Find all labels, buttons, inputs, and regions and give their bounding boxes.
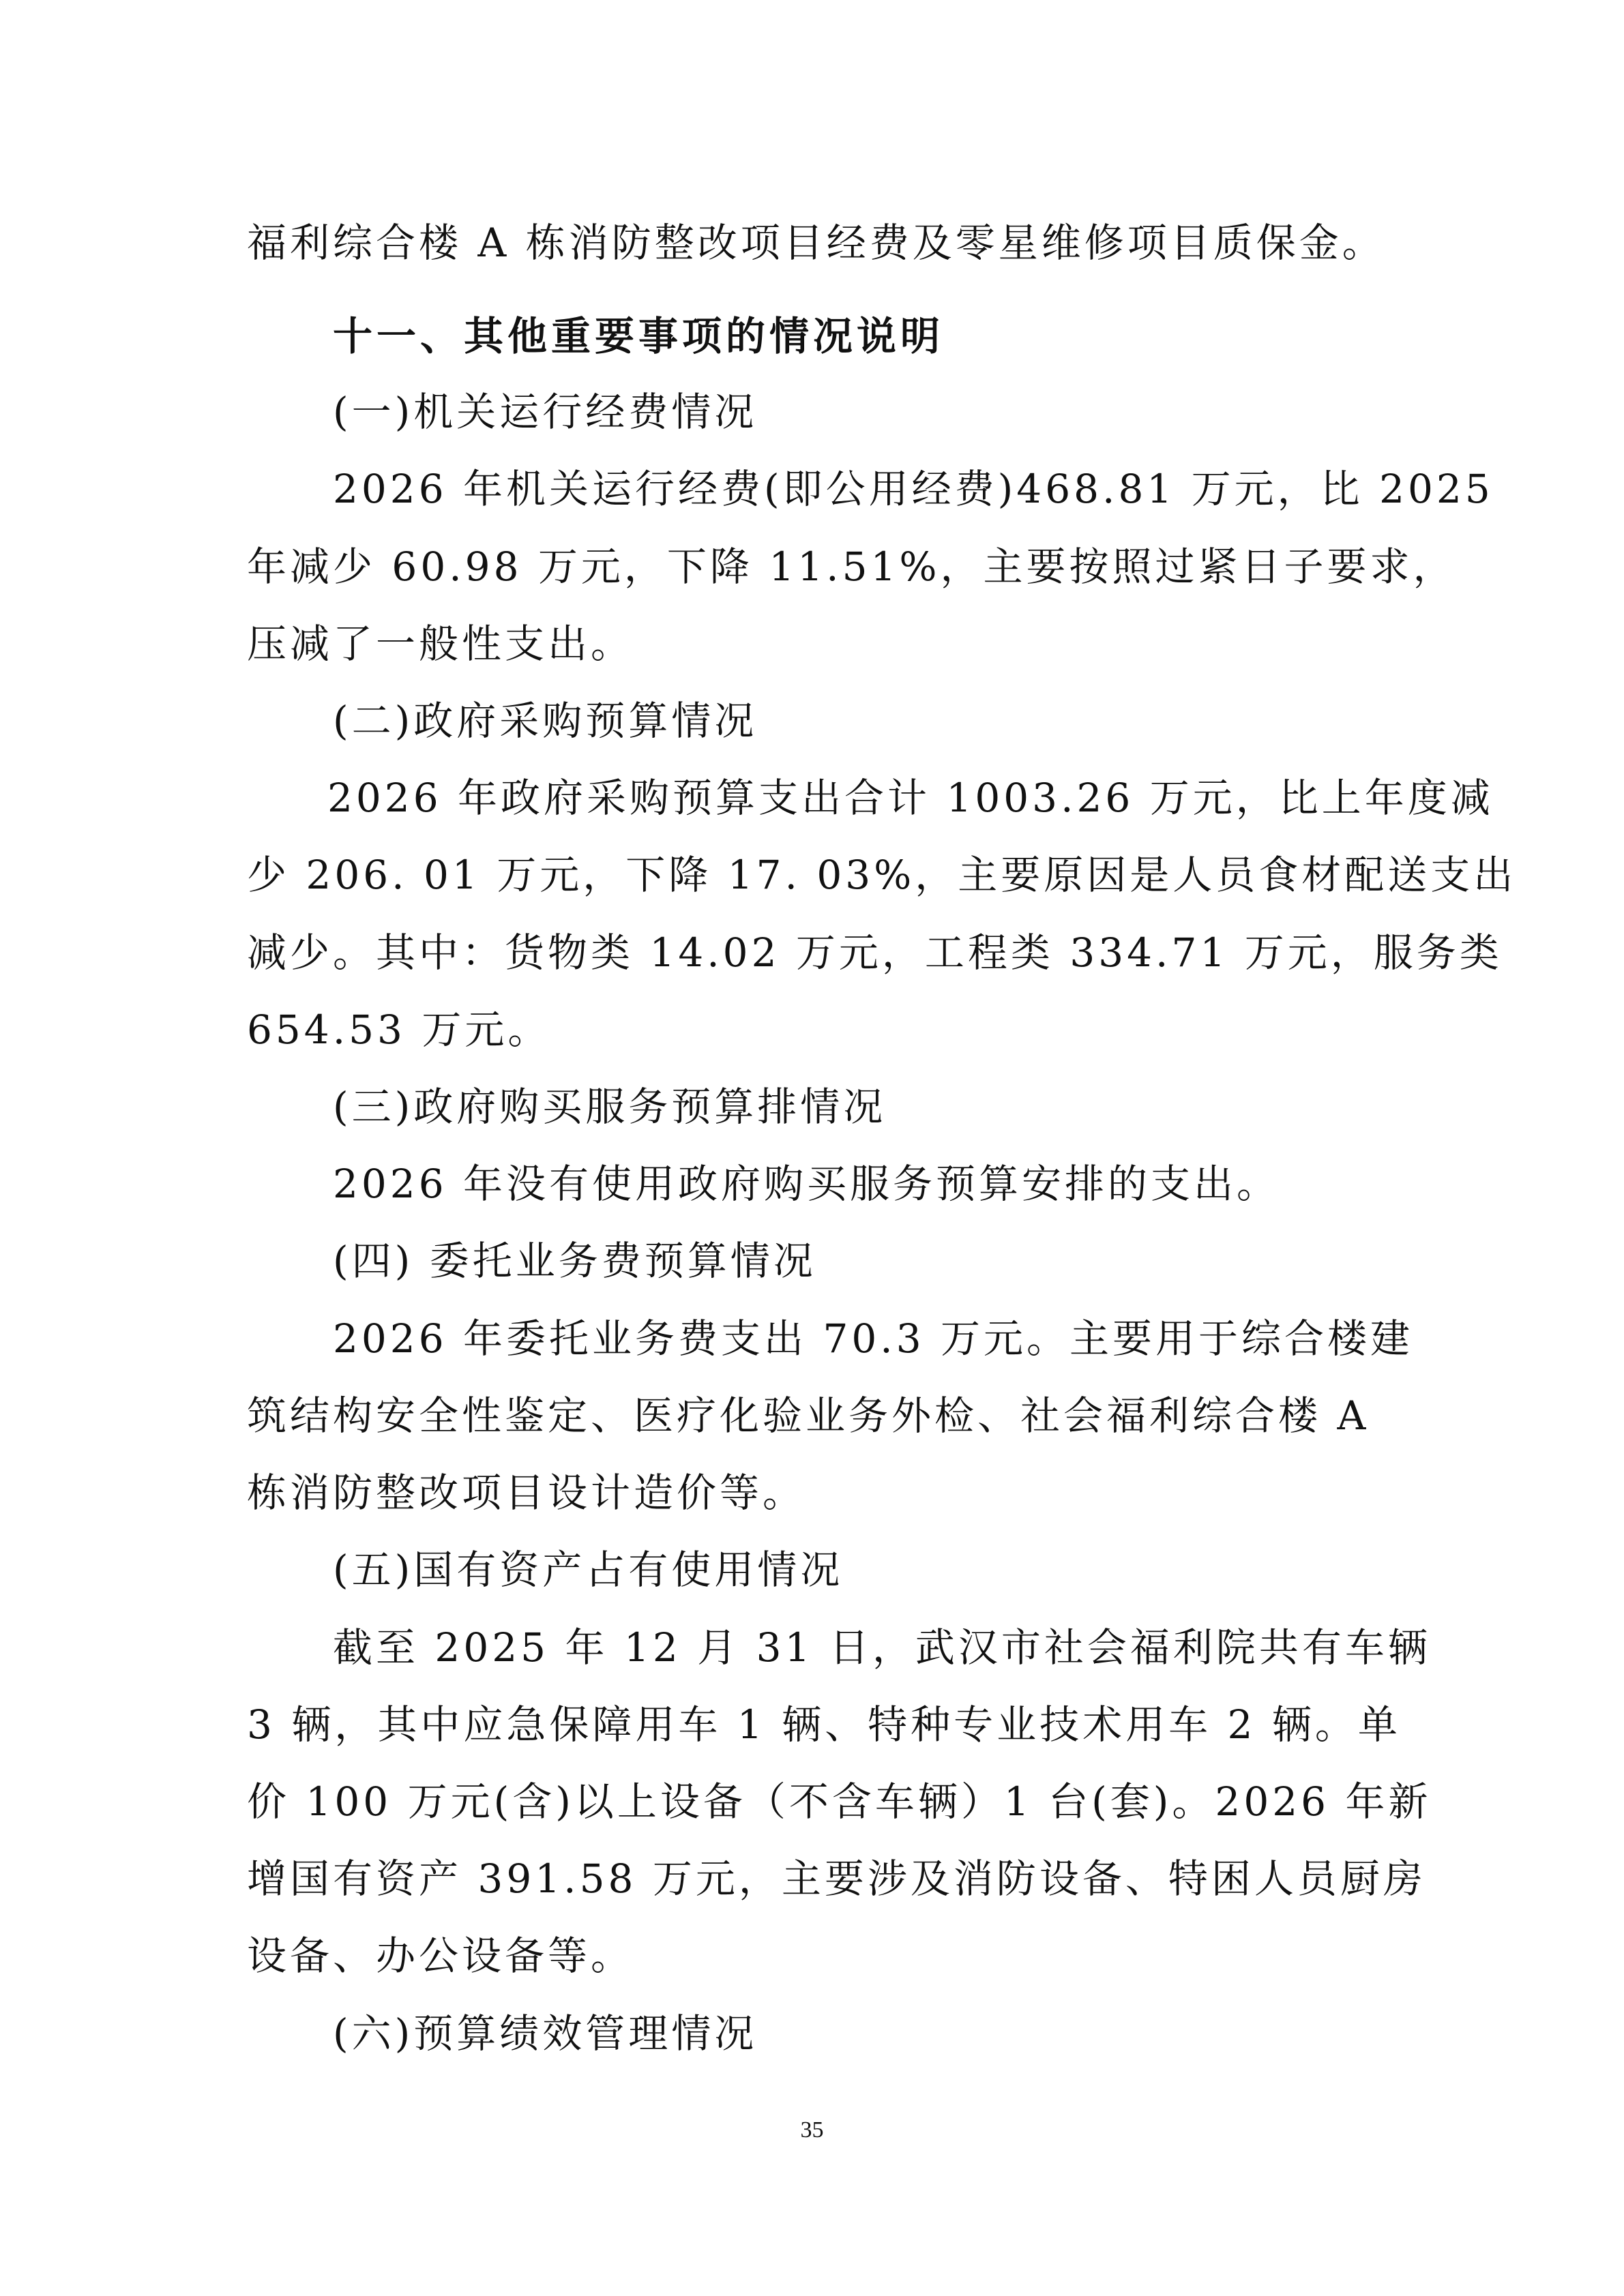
subheading-performance-management: (六)预算绩效管理情况	[333, 2010, 758, 2057]
paragraph-line: 压减了一般性支出。	[247, 621, 634, 667]
paragraph-line: 截至 2025 年 12 月 31 日，武汉市社会福利院共有车辆	[333, 1624, 1431, 1671]
paragraph-line: 654.53 万元。	[247, 1007, 551, 1053]
paragraph-line: 2026 年委托业务费支出 70.3 万元。主要用于综合楼建	[333, 1315, 1414, 1362]
paragraph-line-continuation: 福利综合楼 A 栋消防整改项目经费及零星维修项目质保金。	[247, 220, 1385, 266]
section-heading-eleven: 十一、其他重要事项的情况说明	[333, 313, 945, 359]
paragraph-line: 筑结构安全性鉴定、医疗化验业务外检、社会福利综合楼 A	[247, 1392, 1370, 1439]
paragraph-line: 增国有资产 391.58 万元，主要涉及消防设备、特困人员厨房	[247, 1855, 1426, 1902]
page-number: 35	[800, 2117, 824, 2143]
subheading-office-funds: (一)机关运行经费情况	[333, 389, 758, 435]
subheading-commissioned-business: (四) 委托业务费预算情况	[333, 1238, 816, 1284]
paragraph-line: 栋消防整改项目设计造价等。	[247, 1470, 806, 1516]
paragraph-line: 减少。其中：货物类 14.02 万元，工程类 334.71 万元，服务类	[247, 929, 1503, 976]
paragraph-line: 价 100 万元(含)以上设备（不含车辆）1 台(套)。2026 年新	[247, 1778, 1432, 1825]
paragraph-line: 设备、办公设备等。	[247, 1933, 634, 1979]
subheading-state-assets: (五)国有资产占有使用情况	[333, 1547, 844, 1593]
paragraph-line: 年减少 60.98 万元，下降 11.51%，主要按照过紧日子要求，	[247, 543, 1456, 590]
paragraph-line: 2026 年政府采购预算支出合计 1003.26 万元，比上年度减	[327, 775, 1494, 821]
subheading-service-purchase: (三)政府购买服务预算排情况	[333, 1084, 887, 1130]
paragraph-line: 少 206. 01 万元，下降 17. 03%，主要原因是人员食材配送支出	[247, 852, 1517, 898]
paragraph-line: 2026 年机关运行经费(即公用经费)468.81 万元，比 2025	[333, 466, 1494, 512]
subheading-procurement: (二)政府采购预算情况	[333, 698, 758, 744]
paragraph-line: 2026 年没有使用政府购买服务预算安排的支出。	[333, 1161, 1280, 1207]
paragraph-line: 3 辆，其中应急保障用车 1 辆、特种专业技术用车 2 辆。单	[247, 1701, 1401, 1748]
